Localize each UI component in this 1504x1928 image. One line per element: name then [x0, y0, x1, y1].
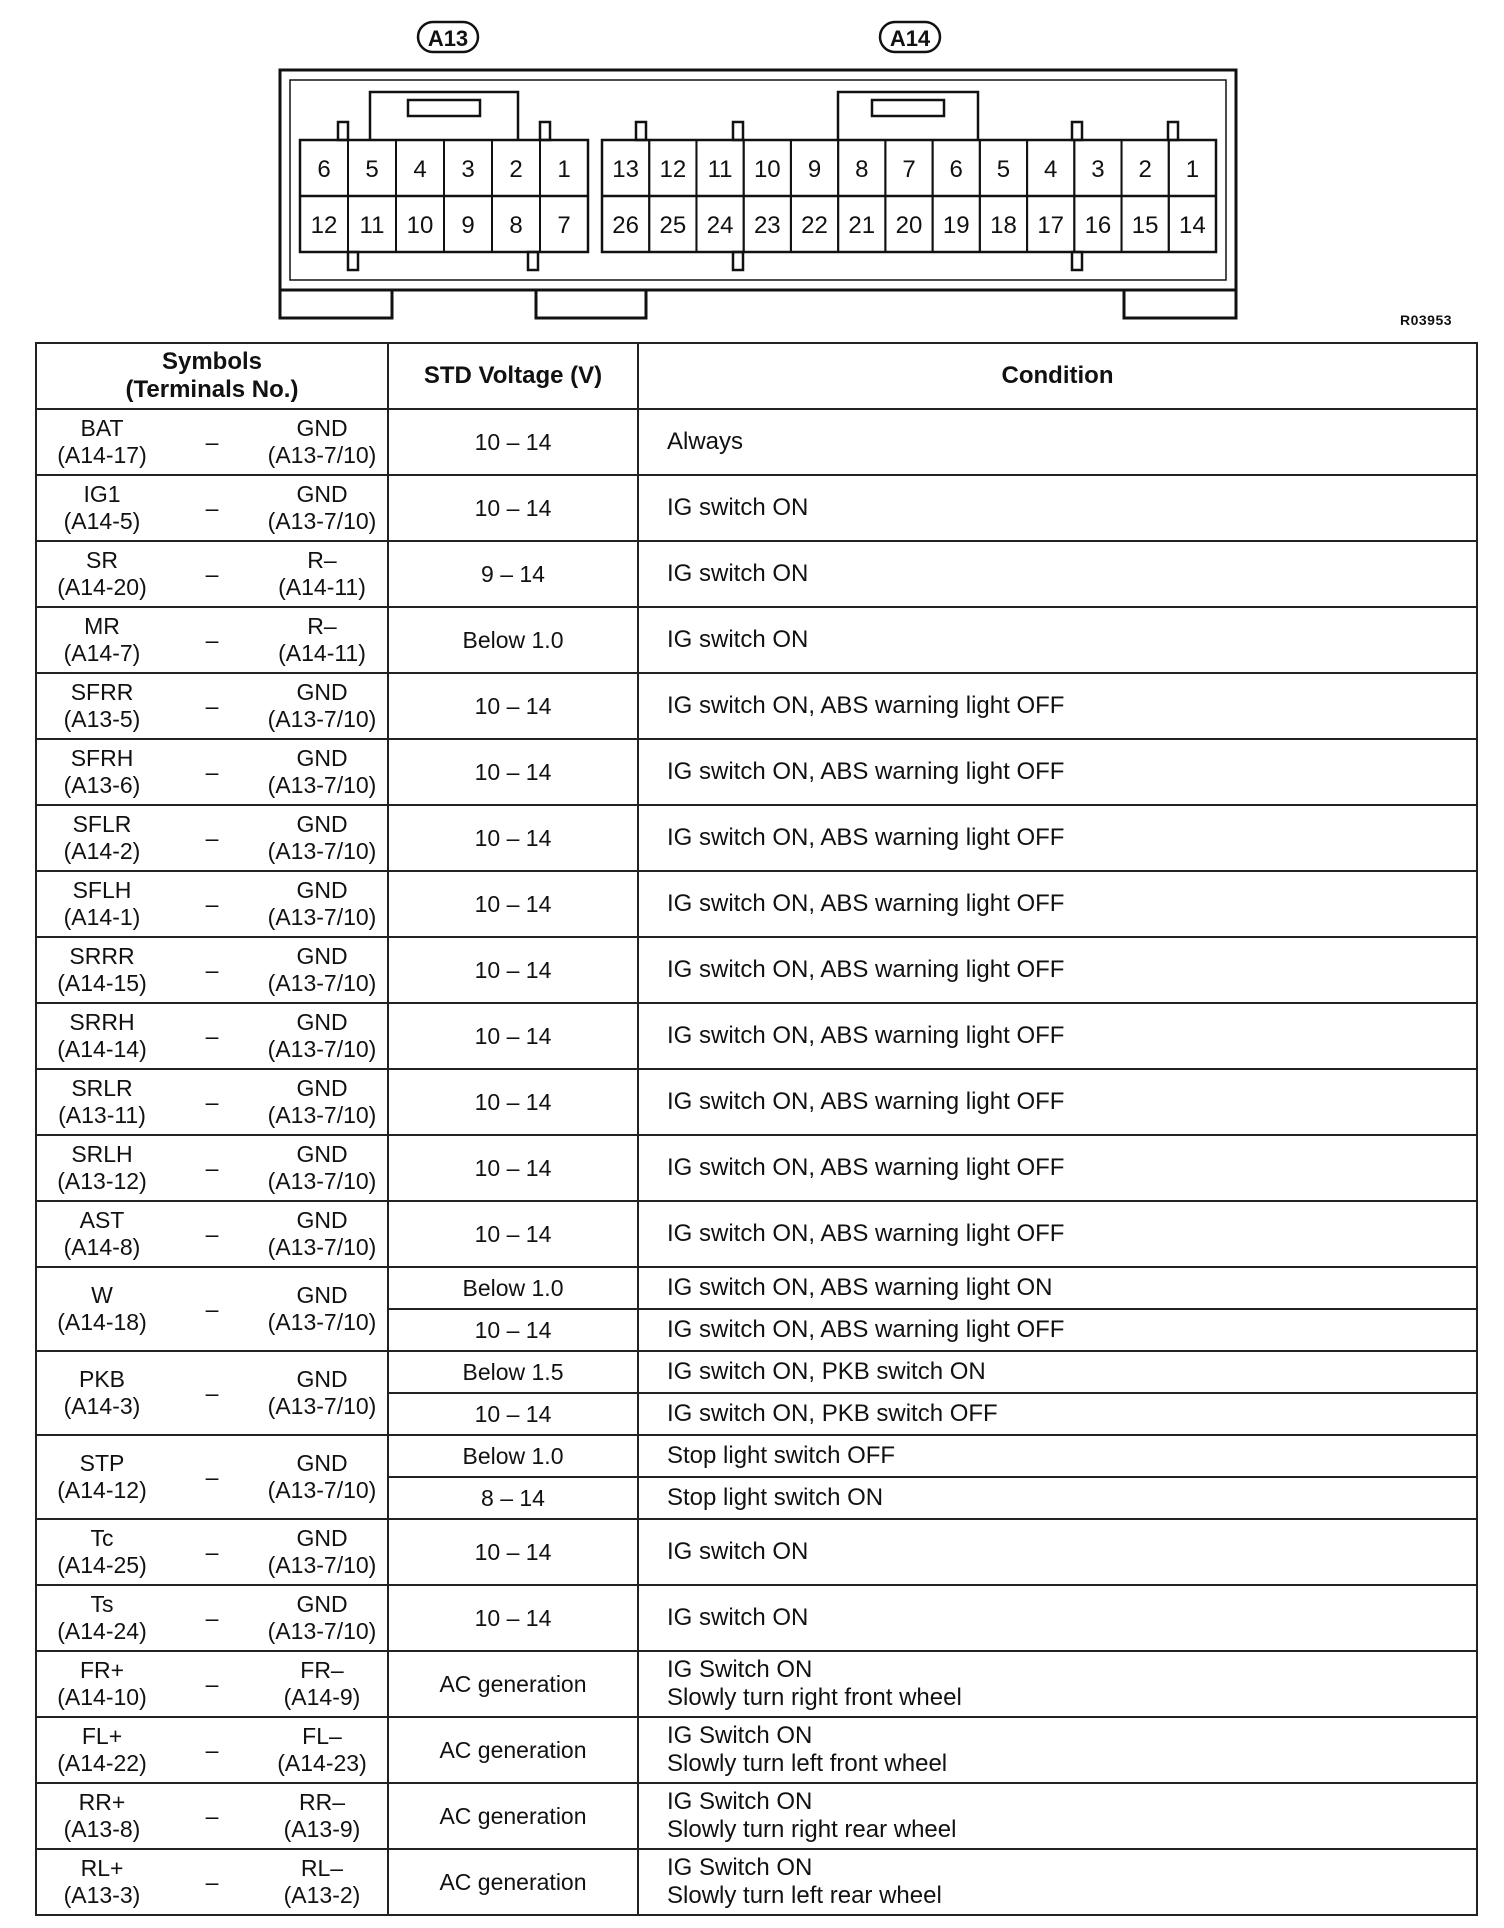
table-row — [36, 739, 1477, 805]
a14-terminal-22: 22 — [801, 212, 828, 239]
terminal-from: IG1 (A14-5) — [63, 481, 141, 534]
a13-terminal-4: 4 — [413, 156, 427, 183]
terminal-to: GND (A13-7/10) — [267, 1141, 377, 1194]
a14-terminal-6: 6 — [949, 156, 963, 183]
terminal-from: SRLR (A13-11) — [58, 1075, 146, 1128]
std-voltage: 10 – 14 — [388, 1135, 638, 1201]
symbol-cell — [36, 1435, 388, 1519]
condition: IG switch ON, ABS warning light ON — [638, 1267, 1477, 1309]
condition: Stop light switch ON — [638, 1477, 1477, 1519]
terminal-to: GND (A13-7/10) — [267, 1366, 377, 1419]
connector-diagram — [0, 0, 1504, 330]
terminal-from: SR (A14-20) — [57, 547, 147, 600]
a13-terminal-10: 10 — [406, 212, 434, 239]
symbol-cell — [36, 1651, 388, 1717]
terminal-to: GND (A13-7/10) — [267, 877, 377, 930]
condition: Always — [638, 409, 1477, 475]
terminal-from: FR+ (A14-10) — [57, 1657, 147, 1710]
symbol-dash: – — [205, 1604, 219, 1631]
std-voltage: 10 – 14 — [388, 805, 638, 871]
std-voltage: 10 – 14 — [388, 739, 638, 805]
terminal-from: RL+ (A13-3) — [63, 1855, 141, 1908]
condition: IG switch ON, ABS warning light OFF — [638, 1309, 1477, 1351]
std-voltage: 10 – 14 — [388, 1003, 638, 1069]
a13-terminal-12: 12 — [310, 212, 338, 239]
std-voltage: 10 – 14 — [388, 1069, 638, 1135]
condition: IG switch ON, PKB switch ON — [638, 1351, 1477, 1393]
symbol-dash: – — [205, 1220, 219, 1247]
symbol-cell — [36, 1717, 388, 1783]
std-voltage: Below 1.5 — [388, 1351, 638, 1393]
condition: IG switch ON — [638, 607, 1477, 673]
symbol-cell — [36, 1267, 388, 1351]
table-row — [36, 1201, 1477, 1267]
a13-terminal-grid — [300, 140, 588, 252]
terminal-from: SFRR (A13-5) — [63, 679, 141, 732]
terminal-to: FL– (A14-23) — [277, 1723, 367, 1776]
symbol-cell — [36, 1201, 388, 1267]
std-voltage: AC generation — [388, 1783, 638, 1849]
table-row — [36, 1585, 1477, 1651]
symbol-cell — [36, 1135, 388, 1201]
symbol-dash: – — [205, 1802, 219, 1829]
table-row — [36, 805, 1477, 871]
terminal-to: GND (A13-7/10) — [267, 415, 377, 468]
a14-terminal-19: 19 — [942, 212, 970, 239]
std-voltage: AC generation — [388, 1849, 638, 1915]
condition: Stop light switch OFF — [638, 1435, 1477, 1477]
std-voltage: AC generation — [388, 1651, 638, 1717]
table-row — [36, 1351, 1477, 1393]
a14-terminal-1: 1 — [1185, 156, 1200, 183]
symbol-dash: – — [205, 1736, 219, 1763]
std-voltage: 10 – 14 — [388, 1309, 638, 1351]
label-a13 — [418, 22, 478, 52]
condition: IG switch ON — [638, 541, 1477, 607]
symbol-dash: – — [205, 494, 219, 521]
symbol-dash: – — [205, 956, 219, 983]
symbol-dash: – — [205, 1379, 219, 1406]
terminal-to: GND (A13-7/10) — [267, 1450, 377, 1503]
symbol-dash: – — [205, 1088, 219, 1115]
terminal-from: FL+ (A14-22) — [57, 1723, 147, 1776]
symbol-cell — [36, 871, 388, 937]
table-row — [36, 1783, 1477, 1849]
a14-terminal-14: 14 — [1179, 212, 1206, 239]
a14-terminal-24: 24 — [706, 212, 734, 239]
a13-terminal-1: 1 — [557, 156, 571, 183]
terminal-from: RR+ (A13-8) — [63, 1789, 141, 1842]
condition: IG switch ON, ABS warning light OFF — [638, 805, 1477, 871]
condition: IG switch ON, PKB switch OFF — [638, 1393, 1477, 1435]
std-voltage: Below 1.0 — [388, 1267, 638, 1309]
condition: IG Switch ON Slowly turn left rear wheel — [638, 1849, 1477, 1915]
a14-terminal-12: 12 — [659, 156, 687, 183]
symbol-cell — [36, 1003, 388, 1069]
table-header-row — [36, 343, 1477, 409]
terminal-to: RL– (A13-2) — [283, 1855, 361, 1908]
a14-terminal-13: 13 — [612, 156, 639, 183]
condition: IG Switch ON Slowly turn right front wheel — [638, 1651, 1477, 1717]
svg-text:A13: A13 — [427, 26, 469, 51]
terminal-to: GND (A13-7/10) — [267, 481, 377, 534]
std-voltage: 9 – 14 — [388, 541, 638, 607]
std-voltage: 10 – 14 — [388, 673, 638, 739]
std-voltage: Below 1.0 — [388, 607, 638, 673]
condition: IG switch ON, ABS warning light OFF — [638, 871, 1477, 937]
condition: IG switch ON, ABS warning light OFF — [638, 937, 1477, 1003]
terminal-to: FR– (A14-9) — [283, 1657, 361, 1710]
table-row — [36, 871, 1477, 937]
symbol-dash: – — [205, 890, 219, 917]
a14-terminal-5: 5 — [996, 156, 1011, 183]
condition: IG switch ON, ABS warning light OFF — [638, 739, 1477, 805]
symbol-dash: – — [205, 428, 219, 455]
a14-terminal-8: 8 — [855, 156, 869, 183]
a13-terminal-8: 8 — [509, 212, 523, 239]
symbol-dash: – — [205, 758, 219, 785]
terminal-voltage-table — [35, 342, 1478, 1916]
symbol-dash: – — [205, 1295, 219, 1322]
terminal-from: PKB (A14-3) — [63, 1366, 141, 1419]
terminal-to: GND (A13-7/10) — [267, 1009, 377, 1062]
a14-terminal-16: 16 — [1084, 212, 1112, 239]
terminal-to: GND (A13-7/10) — [267, 811, 377, 864]
terminal-from: W (A14-18) — [57, 1282, 147, 1335]
symbol-cell — [36, 1585, 388, 1651]
std-voltage: 10 – 14 — [388, 409, 638, 475]
symbol-dash: – — [205, 1868, 219, 1895]
table-row — [36, 409, 1477, 475]
symbol-cell — [36, 1351, 388, 1435]
table-row — [36, 1651, 1477, 1717]
a13-terminal-11: 11 — [359, 212, 385, 239]
terminal-to: RR– (A13-9) — [283, 1789, 361, 1842]
a13-terminal-7: 7 — [557, 212, 571, 239]
condition: IG switch ON — [638, 475, 1477, 541]
terminal-from: SFLH (A14-1) — [63, 877, 141, 930]
a14-terminal-15: 15 — [1131, 212, 1159, 239]
a14-terminal-18: 18 — [990, 212, 1017, 239]
std-voltage: AC generation — [388, 1717, 638, 1783]
terminal-from: STP (A14-12) — [57, 1450, 147, 1503]
table-row — [36, 673, 1477, 739]
figure-code: R03953 — [1400, 312, 1453, 328]
symbol-cell — [36, 937, 388, 1003]
table-row — [36, 541, 1477, 607]
symbol-cell — [36, 673, 388, 739]
symbol-dash: – — [205, 1538, 219, 1565]
table-row — [36, 475, 1477, 541]
table-row — [36, 1003, 1477, 1069]
a14-terminal-grid — [602, 140, 1216, 252]
std-voltage: 8 – 14 — [388, 1477, 638, 1519]
header-symbols: Symbols (Terminals No.) — [36, 343, 388, 409]
svg-text:A14: A14 — [889, 26, 931, 51]
a13-terminal-5: 5 — [365, 156, 379, 183]
std-voltage: 10 – 14 — [388, 1201, 638, 1267]
a14-terminal-11: 11 — [707, 156, 733, 183]
terminal-from: Tc (A14-25) — [57, 1525, 147, 1578]
condition: IG switch ON, ABS warning light OFF — [638, 1135, 1477, 1201]
a13-terminal-2: 2 — [509, 156, 523, 183]
table-row — [36, 1135, 1477, 1201]
terminal-from: SRRH (A14-14) — [57, 1009, 147, 1062]
symbol-dash: – — [205, 1463, 219, 1490]
symbol-cell — [36, 607, 388, 673]
condition: IG switch ON, ABS warning light OFF — [638, 1201, 1477, 1267]
a14-terminal-10: 10 — [753, 156, 781, 183]
a14-terminal-20: 20 — [895, 212, 923, 239]
a14-terminal-23: 23 — [753, 212, 781, 239]
symbol-cell — [36, 409, 388, 475]
table-row — [36, 937, 1477, 1003]
std-voltage: Below 1.0 — [388, 1435, 638, 1477]
label-a14 — [880, 22, 940, 52]
symbol-cell — [36, 1069, 388, 1135]
terminal-to: GND (A13-7/10) — [267, 745, 377, 798]
connector-housing — [280, 70, 1236, 318]
terminal-from: MR (A14-7) — [63, 613, 141, 666]
symbol-cell — [36, 1849, 388, 1915]
condition: IG Switch ON Slowly turn left front wheel — [638, 1717, 1477, 1783]
a14-terminal-17: 17 — [1037, 212, 1065, 239]
a14-terminal-3: 3 — [1091, 156, 1105, 183]
table-row — [36, 1069, 1477, 1135]
table-body — [36, 409, 1477, 1915]
a13-terminal-9: 9 — [461, 212, 475, 239]
std-voltage: 10 – 14 — [388, 871, 638, 937]
symbol-cell — [36, 805, 388, 871]
condition: IG switch ON, ABS warning light OFF — [638, 673, 1477, 739]
header-condition: Condition — [638, 343, 1477, 409]
a14-terminal-9: 9 — [807, 156, 822, 183]
terminal-from: BAT (A14-17) — [57, 415, 147, 468]
symbol-cell — [36, 1519, 388, 1585]
a14-terminal-26: 26 — [612, 212, 639, 239]
condition: IG switch ON, ABS warning light OFF — [638, 1069, 1477, 1135]
symbol-cell — [36, 541, 388, 607]
table-row — [36, 1717, 1477, 1783]
symbol-dash: – — [205, 560, 219, 587]
symbol-dash: – — [205, 1022, 219, 1049]
terminal-to: R– (A14-11) — [278, 547, 366, 600]
a14-terminal-2: 2 — [1138, 156, 1152, 183]
std-voltage: 10 – 14 — [388, 1585, 638, 1651]
table-row — [36, 1267, 1477, 1309]
table-row — [36, 607, 1477, 673]
table-row — [36, 1849, 1477, 1915]
terminal-from: SRLH (A13-12) — [57, 1141, 147, 1194]
std-voltage: 10 – 14 — [388, 1519, 638, 1585]
a14-terminal-21: 21 — [848, 212, 876, 239]
symbol-dash: – — [205, 1154, 219, 1181]
symbol-cell — [36, 1783, 388, 1849]
std-voltage: 10 – 14 — [388, 937, 638, 1003]
header-voltage: STD Voltage (V) — [388, 343, 638, 409]
a14-terminal-4: 4 — [1044, 156, 1058, 183]
terminal-to: GND (A13-7/10) — [267, 1591, 377, 1644]
terminal-to: GND (A13-7/10) — [267, 1207, 377, 1260]
condition: IG Switch ON Slowly turn right rear wheel — [638, 1783, 1477, 1849]
terminal-to: GND (A13-7/10) — [267, 1525, 377, 1578]
terminal-to: GND (A13-7/10) — [267, 1282, 377, 1335]
symbol-dash: – — [205, 824, 219, 851]
condition: IG switch ON, ABS warning light OFF — [638, 1003, 1477, 1069]
symbol-cell — [36, 475, 388, 541]
symbol-dash: – — [205, 692, 219, 719]
terminal-to: GND (A13-7/10) — [267, 943, 377, 996]
table-row — [36, 1519, 1477, 1585]
std-voltage: 10 – 14 — [388, 1393, 638, 1435]
a13-terminal-6: 6 — [317, 156, 331, 183]
symbol-dash: – — [205, 1670, 219, 1697]
a14-terminal-25: 25 — [659, 212, 687, 239]
std-voltage: 10 – 14 — [388, 475, 638, 541]
condition: IG switch ON — [638, 1519, 1477, 1585]
terminal-to: GND (A13-7/10) — [267, 679, 377, 732]
terminal-from: SRRR (A14-15) — [57, 943, 147, 996]
terminal-from: Ts (A14-24) — [57, 1591, 147, 1644]
symbol-cell — [36, 739, 388, 805]
terminal-from: SFRH (A13-6) — [63, 745, 141, 798]
symbol-dash: – — [205, 626, 219, 653]
table-row — [36, 1435, 1477, 1477]
a13-terminal-3: 3 — [461, 156, 475, 183]
terminal-to: GND (A13-7/10) — [267, 1075, 377, 1128]
terminal-from: SFLR (A14-2) — [63, 811, 141, 864]
condition: IG switch ON — [638, 1585, 1477, 1651]
a14-terminal-7: 7 — [902, 156, 916, 183]
terminal-to: R– (A14-11) — [278, 613, 366, 666]
terminal-from: AST (A14-8) — [63, 1207, 141, 1260]
